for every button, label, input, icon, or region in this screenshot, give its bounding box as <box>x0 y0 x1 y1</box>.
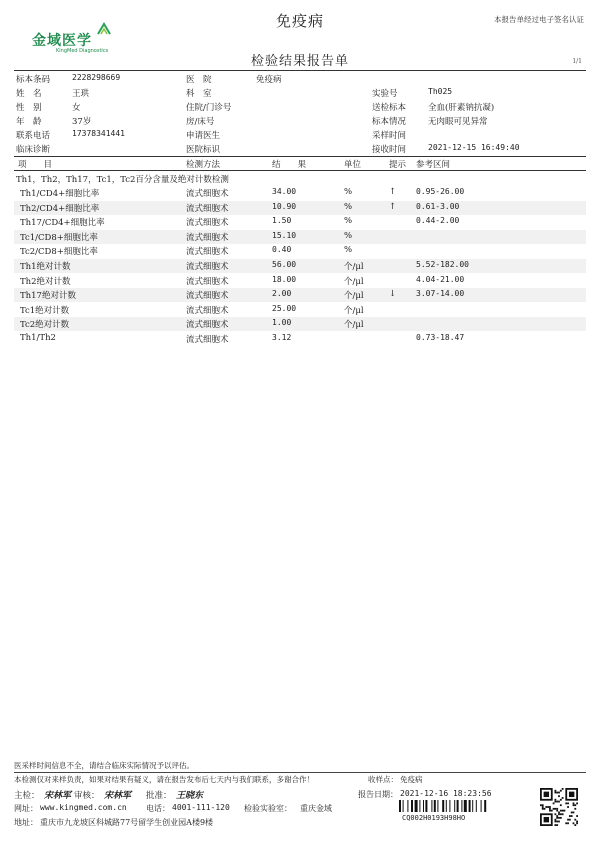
qr-module <box>556 817 558 819</box>
row-result: 56.00 <box>272 260 297 269</box>
logo-subtext: KingMed Diagnostics <box>56 48 109 54</box>
receiver-value: 免疫病 <box>400 775 423 784</box>
row-item: Th2/CD4+细胞比率 <box>20 203 100 214</box>
barcode-bar <box>446 800 447 812</box>
row-unit: % <box>344 187 353 197</box>
row-reference: 0.61-3.00 <box>416 201 460 211</box>
qr-module <box>554 799 556 801</box>
address-value: 重庆市九龙坡区科城路77号留学生创业园A楼9楼 <box>40 818 214 827</box>
website-label: 网址： <box>14 804 38 813</box>
name-value: 王珙 <box>72 89 90 99</box>
barcode-bar <box>457 800 459 812</box>
barcode-bar <box>431 800 432 812</box>
qr-module <box>558 792 560 794</box>
qr-module <box>576 822 578 824</box>
qr-module <box>556 815 558 817</box>
name-label: 姓 名 <box>16 89 42 99</box>
barcode-bar <box>484 800 486 812</box>
qr-module <box>560 804 562 806</box>
row-reference: 5.52-182.00 <box>416 260 469 269</box>
qr-module <box>576 821 578 823</box>
row-reference: 4.04-21.00 <box>416 274 465 284</box>
tester-label: 主检： <box>14 791 40 801</box>
barcode-bar <box>454 800 455 812</box>
qr-module <box>558 821 560 823</box>
row-method: 流式细胞术 <box>186 291 229 302</box>
barcode-bar <box>461 800 462 812</box>
row-method: 流式细胞术 <box>186 262 229 272</box>
row-method: 流式细胞术 <box>186 203 229 214</box>
qr-module <box>542 806 544 808</box>
qr-module <box>556 808 558 810</box>
barcode-bar <box>449 800 450 812</box>
age-value: 37岁 <box>72 117 92 127</box>
qr-module <box>554 821 556 823</box>
row-unit: 个/μl <box>344 276 364 287</box>
qr-module <box>567 806 569 808</box>
qr-module <box>556 824 558 826</box>
qr-module <box>573 802 575 804</box>
qr-module <box>562 810 564 812</box>
qr-module <box>571 812 573 814</box>
qr-module <box>567 802 569 804</box>
qr-module <box>554 790 556 792</box>
receiver-label: 收样点： <box>368 775 398 784</box>
barcode-bar <box>407 800 408 812</box>
qr-module <box>554 808 556 810</box>
row-item: Tc1绝对计数 <box>20 305 70 316</box>
sample-type-label: 送检标本 <box>372 103 407 113</box>
report-date-value: 2021-12-16 18:23:56 <box>400 789 492 798</box>
row-reference: 0.73-18.47 <box>416 333 465 342</box>
row-reference: 0.95-26.00 <box>416 187 465 196</box>
qr-module <box>549 806 551 808</box>
address-label: 地址： <box>14 818 38 827</box>
footer-rule <box>14 772 586 773</box>
qr-module <box>562 813 564 815</box>
row-flag: ↑ <box>389 201 397 212</box>
row-unit: % <box>344 245 353 256</box>
row-method: 流式细胞术 <box>186 247 229 258</box>
reviewer-signature: 宋林军 <box>104 791 132 801</box>
website-value: www.kingmed.com.cn <box>40 803 127 812</box>
row-item: Th2绝对计数 <box>20 276 71 287</box>
row-item: Th1/CD4+细胞比率 <box>20 189 100 199</box>
sex-value: 女 <box>72 103 81 113</box>
row-unit: % <box>344 216 353 227</box>
qr-module <box>553 802 555 804</box>
department-title: 免疫病 <box>275 12 324 30</box>
lab-no-label: 实验号 <box>372 89 398 99</box>
qr-module <box>560 799 562 801</box>
row-method: 流式细胞术 <box>186 305 229 316</box>
collect-time-label: 采样时间 <box>372 131 407 141</box>
barcode-bar <box>415 800 418 812</box>
sample-status-value: 无肉眼可见异常 <box>428 117 488 127</box>
qr-module <box>573 804 575 806</box>
qr-module <box>554 819 556 821</box>
row-flag: ↑ <box>389 187 397 197</box>
qr-module <box>569 815 571 817</box>
row-result: 2.00 <box>272 289 292 299</box>
barcode-bar <box>403 800 404 812</box>
barcode-bar <box>476 800 477 812</box>
row-result: 3.12 <box>272 333 292 342</box>
row-item: Th1绝对计数 <box>20 262 71 272</box>
section-title: Th1，Th2，Th17，Tc1，Tc2百分含量及绝对计数检测 <box>16 175 229 185</box>
barcode-bar <box>419 800 420 812</box>
qr-module <box>562 797 564 799</box>
barcode-bar <box>437 800 438 812</box>
row-method: 流式细胞术 <box>186 276 229 287</box>
row-method: 流式细胞术 <box>186 218 229 229</box>
col-item: 项 目 <box>18 160 53 170</box>
phone-label-footer: 电话： <box>146 804 170 813</box>
header-rule <box>14 70 586 71</box>
qr-module <box>567 819 569 821</box>
row-item: Th17/CD4+细胞比率 <box>20 218 105 229</box>
qr-module <box>569 819 571 821</box>
row-unit: % <box>344 201 353 212</box>
qr-module <box>558 801 560 803</box>
phone-label: 联系电话 <box>16 131 51 141</box>
row-result: 1.00 <box>272 318 292 328</box>
qr-module <box>553 808 555 810</box>
row-unit: 个/μl <box>344 262 364 272</box>
approver-label: 批准： <box>146 791 172 801</box>
row-unit: 个/μl <box>344 305 364 316</box>
qr-module <box>560 817 562 819</box>
sample-status-label: 标本情况 <box>372 117 407 127</box>
barcode-image <box>399 800 503 812</box>
barcode-text: CQ002H0193H98HO <box>402 814 466 822</box>
lab-label: 检验实验室： <box>244 804 292 813</box>
doctor-label: 申请医生 <box>186 131 221 141</box>
barcode-bar <box>469 800 471 812</box>
sex-label: 性 别 <box>16 103 42 113</box>
receive-time-label: 接收时间 <box>372 145 407 155</box>
qr-module <box>554 813 556 815</box>
qr-module <box>562 788 564 790</box>
logo-text: 金域医学 <box>32 33 92 49</box>
row-result: 18.00 <box>272 274 297 284</box>
row-method: 流式细胞术 <box>186 335 229 345</box>
row-unit: 个/μl <box>344 320 364 331</box>
report-date-label: 报告日期： <box>358 790 398 799</box>
row-result: 34.00 <box>272 187 297 196</box>
qr-module <box>545 806 547 808</box>
qr-module <box>569 792 574 797</box>
qr-module <box>560 790 562 792</box>
qr-module <box>574 808 576 810</box>
qr-module <box>565 822 567 824</box>
row-reference: 3.07-14.00 <box>416 289 465 299</box>
qr-module <box>560 813 562 815</box>
col-method: 检测方法 <box>186 160 221 170</box>
qr-module <box>554 824 556 826</box>
hospital-label: 医 院 <box>186 75 212 85</box>
qr-module <box>540 804 542 806</box>
qr-module <box>542 808 544 810</box>
row-flag: ↓ <box>389 289 397 300</box>
qr-module <box>573 822 575 824</box>
receive-time-value: 2021-12-15 16:49:40 <box>428 143 520 152</box>
qr-module <box>544 808 546 810</box>
barcode-bar <box>423 800 424 812</box>
qr-module <box>551 810 553 812</box>
qr-module <box>556 792 558 794</box>
col-result: 结 果 <box>272 160 307 170</box>
row-method: 流式细胞术 <box>186 189 229 199</box>
row-shade <box>14 259 586 273</box>
department-label: 科 室 <box>186 89 212 99</box>
qr-module <box>556 821 558 823</box>
report-title: 检验结果报告单 <box>250 54 349 69</box>
qr-module <box>554 801 556 803</box>
qr-module <box>544 817 549 822</box>
bed-label: 房/床号 <box>186 117 215 127</box>
qr-module <box>574 824 576 826</box>
col-unit: 单位 <box>344 160 362 170</box>
phone-value: 17378341441 <box>72 129 125 138</box>
phone-value-footer: 4001-111-120 <box>172 803 230 812</box>
barcode-bar <box>425 800 427 812</box>
row-result: 25.00 <box>272 303 297 313</box>
qr-module <box>558 813 560 815</box>
qr-code-image <box>540 788 578 826</box>
sample-type-value: 全血(肝素钠抗凝) <box>428 103 495 113</box>
row-unit: % <box>344 230 353 241</box>
qr-module <box>556 810 558 812</box>
sample-code-value: 2228298669 <box>72 73 121 82</box>
qr-module <box>567 822 569 824</box>
qr-module <box>547 806 549 808</box>
disclaimer-note: 本检测仅对来样负责，如果对结果有疑义，请在报告发布后七天内与我们联系，多谢合作！ <box>14 775 314 784</box>
row-item: Th1/Th2 <box>20 333 56 343</box>
row-item: Th17绝对计数 <box>20 291 76 302</box>
barcode-bar <box>434 800 436 812</box>
hospital-value: 免疫病 <box>256 75 282 85</box>
row-method: 流式细胞术 <box>186 232 229 243</box>
lab-value: 重庆金域 <box>300 804 332 813</box>
sample-code-label: 标本条码 <box>16 75 51 85</box>
qr-module <box>544 792 549 797</box>
barcode-bar <box>442 800 444 812</box>
barcode-bar <box>399 800 401 812</box>
qr-module <box>560 810 562 812</box>
qr-module <box>558 812 560 814</box>
row-unit: 个/μl <box>344 291 364 302</box>
row-shade <box>14 230 586 244</box>
qr-module <box>565 802 567 804</box>
row-result: 1.50 <box>272 216 292 226</box>
qr-module <box>571 815 573 817</box>
qr-module <box>573 812 575 814</box>
col-reference: 参考区间 <box>416 160 451 170</box>
barcode-bar <box>472 800 473 812</box>
lab-no-value: Th025 <box>428 87 453 96</box>
qr-module <box>576 802 578 804</box>
qr-module <box>556 801 558 803</box>
sampling-note: 医采样时间信息不全，请结合临床实际情况予以评估。 <box>14 761 194 770</box>
qr-module <box>554 792 556 794</box>
table-header-rule <box>14 170 586 171</box>
page-number: 1/1 <box>572 58 582 65</box>
qr-module <box>574 819 576 821</box>
qr-module <box>542 804 544 806</box>
row-shade <box>14 288 586 302</box>
row-item: Tc1/CD8+细胞比率 <box>20 232 98 243</box>
barcode-bar <box>464 800 467 812</box>
barcode-bar <box>411 800 413 812</box>
row-item: Tc2绝对计数 <box>20 320 70 331</box>
qr-module <box>574 804 576 806</box>
logo-mark-icon <box>96 22 112 36</box>
hospital-mark-label: 医院标识 <box>186 145 221 155</box>
qr-module <box>558 817 560 819</box>
qr-module <box>576 815 578 817</box>
reviewer-label: 审核： <box>74 791 100 801</box>
row-shade <box>14 201 586 215</box>
age-label: 年 龄 <box>16 117 42 127</box>
qr-module <box>549 808 551 810</box>
row-shade <box>14 317 586 331</box>
row-item: Tc2/CD8+细胞比率 <box>20 247 98 258</box>
approver-signature: 王晓东 <box>176 791 204 801</box>
diagnosis-label: 临床诊断 <box>16 145 51 155</box>
tester-signature: 宋林军 <box>44 791 72 801</box>
row-reference: 0.44-2.00 <box>416 216 460 226</box>
table-top-rule <box>14 156 586 157</box>
qr-module <box>564 810 566 812</box>
e-signature-note: 本报告单经过电子签名认证 <box>494 15 584 24</box>
barcode-bar <box>481 800 482 812</box>
row-result: 10.90 <box>272 201 297 211</box>
row-result: 15.10 <box>272 230 297 240</box>
row-method: 流式细胞术 <box>186 320 229 331</box>
col-flag: 提示 <box>389 160 407 170</box>
qr-module <box>549 810 551 812</box>
qr-module <box>558 795 560 797</box>
row-result: 0.40 <box>272 245 292 255</box>
inpatient-label: 住院/门诊号 <box>186 103 232 113</box>
